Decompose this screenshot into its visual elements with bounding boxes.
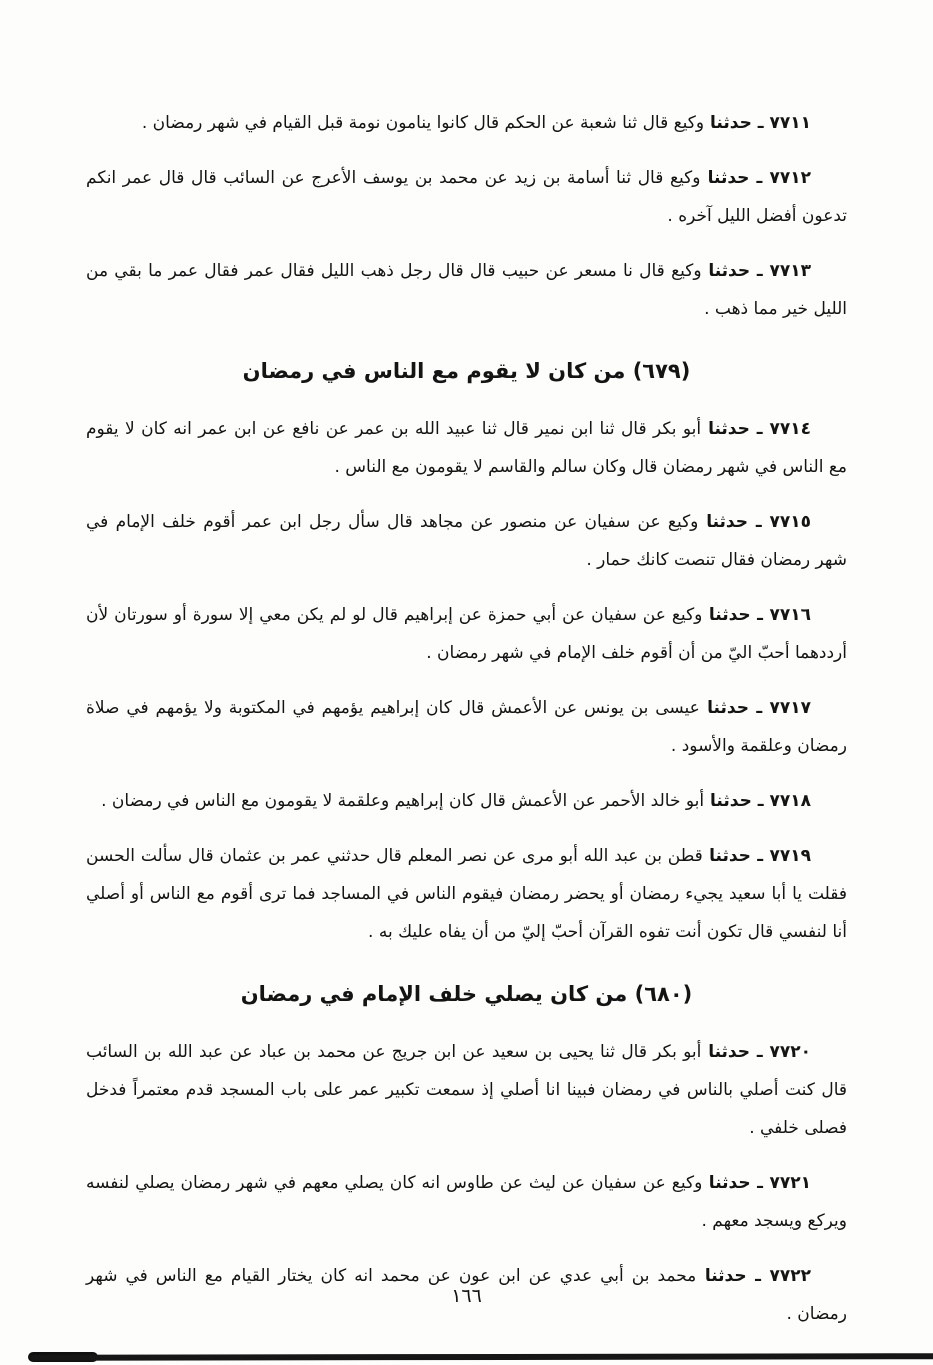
hadith-paragraph: [86, 782, 847, 820]
hadith-lead: حدثنا: [701, 1042, 750, 1062]
hadith-number: ٧٧١١ ـ: [751, 113, 811, 133]
hadith-number: ٧٧١٥ ـ: [748, 512, 811, 532]
hadith-lead: حدثنا: [700, 168, 750, 188]
hadith-number: ٧٧١٢ ـ: [749, 168, 812, 188]
hadith-paragraph: [86, 1164, 847, 1240]
hadith-paragraph: [86, 689, 847, 765]
hadith-number: ٧٧٢١ ـ: [750, 1173, 811, 1193]
hadith-text: وكيع عن سفيان عن ليث عن طاوس انه كان يصلي معهم في شهر رمضان يصلي لنفسه ويركع ويسجد معهم .: [86, 1173, 847, 1231]
hadith-paragraph: [86, 410, 847, 486]
hadith-lead: حدثنا: [704, 791, 752, 811]
hadith-paragraph: [86, 837, 847, 951]
hadith-text: وكيع قال ثنا شعبة عن الحكم قال كانوا ينامون نومة قبل القيام في شهر رمضان .: [141, 113, 705, 133]
hadith-text: وكيع عن سفيان عن منصور عن مجاهد قال سأل رجل ابن عمر أقوم خلف الإمام في شهر رمضان فقال تنصت كانك حمار .: [86, 512, 847, 570]
hadith-text: أبو بكر قال ثنا يحيى بن سعيد عن ابن جريج عن محمد بن عباد عن عبد الله بن السائب قال كنت أصلي بالناس في رمضان فبينا انا أصلي إذ سمعت تكبير عمر على باب المسجد قدم معتمراً فدخل فصلى خلفي .: [86, 1042, 847, 1138]
hadith-paragraph: [86, 159, 847, 235]
hadith-number: ٧٧١٦ ـ: [750, 605, 812, 625]
hadith-text: وكيع عن سفيان عن أبي حمزة عن إبراهيم قال لو لم يكن معي إلا سورة أو سورتان لأن أرددهما أحبّ اليّ من أن أقوم خلف الإمام في شهر رمضان .: [86, 605, 847, 663]
hadith-text: محمد بن أبي عدي عن ابن عون عن محمد انه كان يختار القيام مع الناس في شهر رمضان .: [86, 1266, 847, 1324]
hadith-paragraph: [86, 1033, 847, 1147]
hadith-text: قطن بن عبد الله أبو مرى عن نصر المعلم قال حدثني عمر بن عثمان قال سألت الحسن فقلت يا أبا سعيد يجيء رمضان أو يحضر رمضان فيقوم الناس في المساجد فما ترى أقوم مع الناس أو أصلي أنا لنفسي قال تكون أنت تفوه القرآن أحبّ إليّ من أن يفاه عليك به .: [86, 846, 847, 942]
hadith-paragraph: [86, 104, 847, 142]
hadith-lead: حدثنا: [702, 605, 751, 625]
hadith-lead: حدثنا: [702, 1173, 751, 1193]
page-number: ١٦٦: [451, 1285, 482, 1307]
hadith-paragraph: [86, 503, 847, 579]
hadith-lead: حدثنا: [704, 113, 752, 133]
hadith-text: أبو بكر قال ثنا ابن نمير قال ثنا عبيد الله بن عمر عن نافع عن ابن عمر انه كان لا يقوم مع الناس في شهر رمضان قال وكان سالم والقاسم لا يقومون مع الناس .: [86, 419, 847, 477]
hadith-number: ٧٧١٧ ـ: [748, 698, 811, 718]
hadith-text: وكيع قال ثنا أسامة بن زيد عن محمد بن يوسف الأعرج عن السائب قال قال عمر انكم تدعون أفضل الليل آخره .: [86, 168, 847, 226]
hadith-text: أبو خالد الأحمر عن الأعمش قال كان إبراهيم وعلقمة لا يقومون مع الناس في رمضان .: [101, 791, 705, 811]
hadith-number: ٧٧١٤ ـ: [749, 419, 811, 439]
hadith-lead: حدثنا: [699, 698, 749, 718]
hadith-text: وكيع قال نا مسعر عن حبيب قال قال رجل ذهب الليل فقال عمر فقال عمر ما بقي من الليل خير مما ذهب .: [86, 261, 847, 319]
hadith-number: ٧٧١٩ ـ: [750, 846, 811, 866]
hadith-paragraph: [86, 596, 847, 672]
section-heading: (٦٧٩) من كان لا يقوم مع الناس في رمضان: [242, 359, 691, 383]
hadith-paragraph: [86, 252, 847, 328]
hadith-lead: حدثنا: [698, 512, 748, 532]
hadith-number: ٧٧٢٠ ـ: [750, 1042, 811, 1062]
scan-artifact-line: [30, 1353, 933, 1361]
hadith-lead: حدثنا: [696, 1266, 747, 1286]
hadith-lead: حدثنا: [702, 846, 751, 866]
hadith-text: عيسى بن يونس عن الأعمش قال كان إبراهيم يؤمهم في المكتوبة ولا يؤمهم في صلاة رمضان وعلقمة والأسود .: [86, 698, 847, 756]
page-content: [86, 104, 847, 1350]
section-heading: (٦٨٠) من كان يصلي خلف الإمام في رمضان: [240, 982, 693, 1006]
hadith-lead: حدثنا: [701, 261, 751, 281]
hadith-number: ٧٧١٣ ـ: [750, 261, 811, 281]
hadith-lead: حدثنا: [701, 419, 750, 439]
hadith-number: ٧٧٢٢ ـ: [746, 1266, 811, 1286]
hadith-number: ٧٧١٨ ـ: [751, 791, 811, 811]
